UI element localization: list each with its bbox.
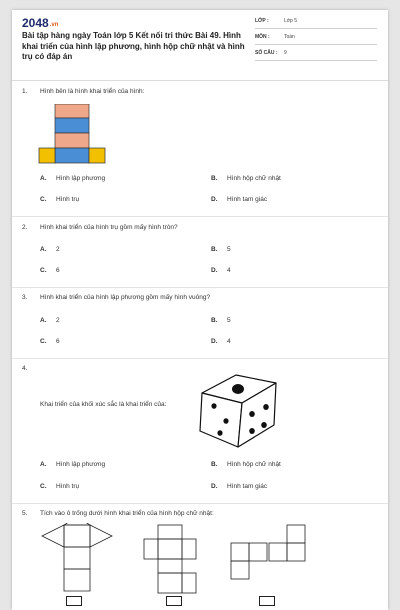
q2-text: Hình khai triển của hình trụ gồm mấy hình tròn?: [40, 224, 178, 231]
meta-subject: [255, 30, 377, 45]
q1-number: 1.: [22, 88, 28, 95]
q4-option-c[interactable]: C. Hình trụ: [40, 483, 80, 490]
meta-count: [255, 46, 377, 61]
net-face-left: [39, 148, 55, 163]
dice-pip: [223, 418, 228, 424]
q3-option-d[interactable]: D. 4: [211, 338, 231, 345]
meta-subject-key: MÔN :: [255, 34, 270, 40]
q4-number: 4.: [22, 365, 28, 372]
meta-count-key: SỐ CÂU :: [255, 50, 278, 56]
q5-checkbox-3[interactable]: [259, 596, 275, 606]
net-2-svg: [142, 523, 212, 595]
q1-option-a[interactable]: A. Hình lập phương: [40, 175, 106, 182]
q4-text: Khai triển của khối xúc sắc là khai triển của:: [40, 401, 167, 408]
net-3-svg: [229, 523, 309, 583]
separator: [12, 216, 388, 217]
worksheet-header: [12, 10, 388, 80]
q4-option-b[interactable]: B. Hình hộp chữ nhật: [211, 461, 281, 468]
q1-option-c[interactable]: C. Hình trụ: [40, 196, 80, 203]
meta-count-value: 9: [284, 50, 287, 56]
meta-subject-value: Toán: [284, 34, 295, 40]
q2-option-c[interactable]: C. 6: [40, 267, 60, 274]
q3-option-a[interactable]: A. 2: [40, 317, 60, 324]
cube-net-svg: [38, 104, 106, 164]
meta-grade-key: LỚP :: [255, 18, 269, 24]
q5-number: 5.: [22, 510, 28, 517]
worksheet-title: Bài tập hàng ngày Toán lớp 5 Kết nối tri thức Bài 49. Hình khai triển của hình lập phương, hình hộp chữ nhật và hình trụ có đáp án: [22, 31, 245, 61]
separator: [12, 503, 388, 504]
separator: [12, 287, 388, 288]
dice-left-face: [200, 393, 242, 447]
q2-option-b[interactable]: B. 5: [211, 246, 231, 253]
q4-option-a[interactable]: A. Hình lập phương: [40, 461, 106, 468]
q2-number: 2.: [22, 224, 28, 231]
meta-grade-value: Lớp 5: [284, 18, 298, 24]
q1-text: Hình bên là hình khai triển của hình:: [40, 88, 145, 95]
q1-option-d[interactable]: D. Hình tam giác: [211, 196, 268, 203]
dice-pip: [211, 403, 216, 409]
dice-svg: [196, 369, 282, 449]
q5-net-3: [229, 523, 309, 583]
dice-pip: [261, 422, 267, 428]
q5-net-1: [38, 523, 114, 593]
separator: [12, 358, 388, 359]
q1-option-b[interactable]: B. Hình hộp chữ nhật: [211, 175, 281, 182]
q5-checkbox-2[interactable]: [166, 596, 182, 606]
q2-option-d[interactable]: D. 4: [211, 267, 231, 274]
site-logo[interactable]: 2048.vn: [22, 16, 59, 30]
dice-pip: [249, 411, 255, 417]
dice-pip: [217, 430, 222, 436]
q3-option-c[interactable]: C. 6: [40, 338, 60, 345]
q3-number: 3.: [22, 294, 28, 301]
net-face-4: [55, 148, 89, 163]
dice-pip: [263, 404, 269, 410]
meta-grade: [255, 14, 377, 29]
net-face-top: [55, 104, 89, 118]
worksheet-page: [12, 10, 388, 610]
net-face-right: [89, 148, 105, 163]
dice-pip: [232, 384, 244, 394]
q5-net-2: [142, 523, 212, 595]
q3-text: Hình khai triển của hình lập phương gồm mấy hình vuông?: [40, 294, 211, 301]
q3-option-b[interactable]: B. 5: [211, 317, 231, 324]
net-face-3: [55, 133, 89, 148]
q2-option-a[interactable]: A. 2: [40, 246, 60, 253]
dice-figure: [196, 369, 282, 449]
net-face-2: [55, 118, 89, 133]
q4-option-d[interactable]: D. Hình tam giác: [211, 483, 268, 490]
q5-checkbox-1[interactable]: [66, 596, 82, 606]
q5-text: Tích vào ô trống dưới hình khai triển của hình hộp chữ nhật:: [40, 510, 214, 517]
dice-pip: [249, 428, 255, 434]
header-divider: [12, 80, 388, 81]
q1-net-figure: [38, 104, 106, 164]
net-1-svg: [38, 523, 114, 593]
